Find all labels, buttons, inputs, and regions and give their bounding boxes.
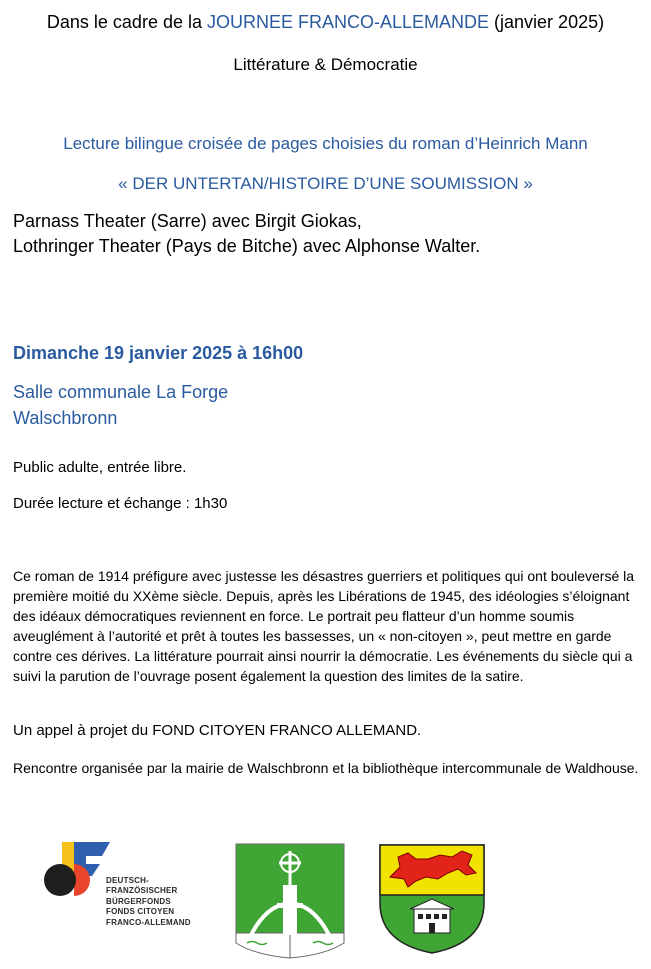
coat-house-window (434, 914, 439, 919)
reading-line-1: Lecture bilingue croisée de pages choisies du roman d’Heinrich Mann (63, 134, 588, 153)
fund-logo-black-shape (44, 864, 76, 896)
header-line (0, 12, 651, 33)
coat-water-left (236, 933, 290, 958)
header-suffix: (janvier 2025) (489, 12, 605, 32)
walschbronn-coat-of-arms-icon (235, 843, 345, 959)
fund-logo-line: DEUTSCH- (106, 876, 149, 885)
coat-house-door (429, 923, 435, 933)
fund-logo-icon (40, 838, 112, 902)
fund-logo-line: FRANZÖSISCHER (106, 886, 178, 896)
coat-house-window (442, 914, 447, 919)
coat-water-right (290, 933, 344, 958)
fund-logo-line: FONDS CITOYEN (106, 907, 175, 917)
performer-line-2: Lothringer Theater (Pays de Bitche) avec Alphonse Walter. (13, 236, 481, 256)
performer-line-1: Parnass Theater (Sarre) avec Birgit Giokas, (13, 211, 362, 231)
reading-title: « DER UNTERTAN/HISTOIRE D’UNE SOUMISSION » (118, 174, 533, 193)
event-town: Walschbronn (13, 408, 118, 428)
waldhouse-coat-of-arms-icon (378, 843, 486, 955)
appeal-line: Un appel à projet du FOND CITOYEN FRANCO ALLEMAND. (13, 722, 422, 739)
coat-fountain-column (283, 885, 297, 935)
coat-house-window (426, 914, 431, 919)
fund-logo-line: BÜRGERFONDS (106, 896, 171, 906)
duration-info: Durée lecture et échange : 1h30 (13, 495, 228, 512)
audience-info: Public adulte, entrée libre. (13, 459, 187, 476)
fund-logo-text (106, 876, 191, 928)
description-paragraph: Ce roman de 1914 préfigure avec justesse les désastres guerriers et politiques qui ont bouleversé la première moitié du XXème siècle. Depuis, après les Libérations de 1945, des idéologies s’éloignant des idéaux démocratiques reviennent en force. Le portrait peu flatteur d’un homme soumis aveuglément à l’autorité et prêt à toutes les bassesses, un « non-citoyen », peut mettre en garde contre ces dérives. La littérature pourrait ainsi nourrir la démocratie. Les événements du siècle qui a suivi la parution de l’ouvrage posent également la question des limites de la satire. (13, 568, 635, 684)
coat-house-window (418, 914, 423, 919)
subtitle: Littérature & Démocratie (233, 55, 418, 74)
header-prefix: Dans le cadre de la (46, 12, 207, 32)
organizer-paragraph: Rencontre organisée par la mairie de Walschbronn et la bibliothèque intercommunale de Waldhouse. (13, 760, 639, 776)
event-name: JOURNEE FRANCO-ALLEMANDE (206, 12, 490, 32)
event-venue: Salle communale La Forge (13, 382, 229, 402)
fund-logo-line: FRANCO-ALLEMAND (106, 917, 191, 927)
event-date: Dimanche 19 janvier 2025 à 16h00 (13, 343, 304, 363)
coat-fountain-basin (277, 903, 303, 908)
